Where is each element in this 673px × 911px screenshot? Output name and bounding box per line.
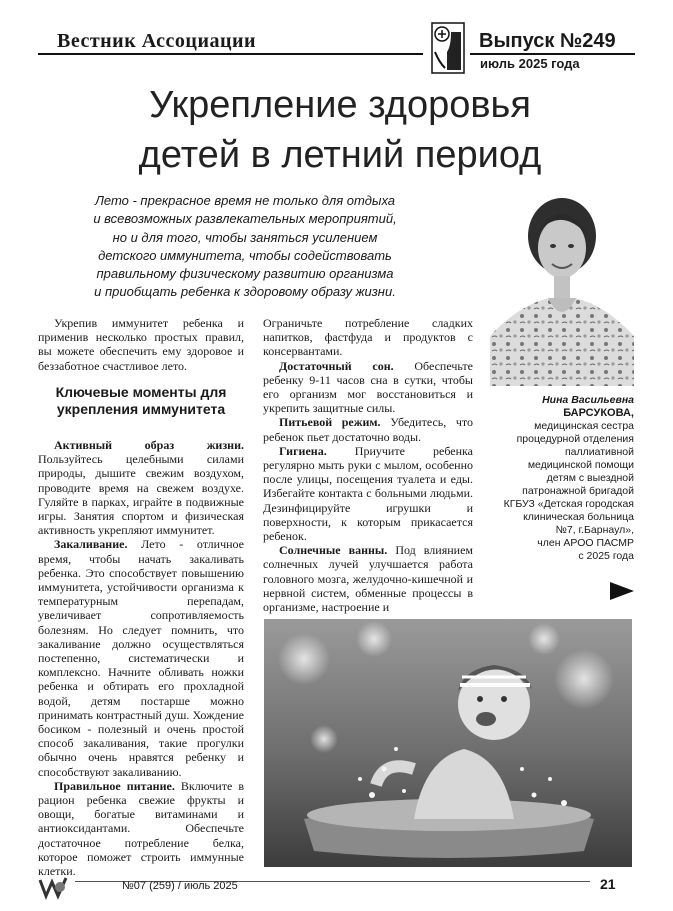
article-title [40,80,640,180]
paragraph-activity [38,438,244,537]
author-role-line: медицинской помощи [527,459,634,471]
author-role-line: №7, г.Барнаул», [555,524,634,536]
paragraph-hardening [38,537,244,778]
nutrition-heading: Правильное питание. [54,778,175,793]
author-info [478,394,634,563]
drink-text: Убедитесь, что ребенок пьет достаточно воды. [263,415,474,444]
author-role-line: с 2025 года [578,550,634,562]
lead-line: детского иммунитета, чтобы содействовать [98,247,392,263]
author-first-names: Нина Васильевна [542,394,634,406]
author-role-line: патронажной бригадой [522,485,634,497]
author-role-line: паллиативной [564,446,634,458]
hygiene-heading: Гигиена. [279,443,327,458]
author-role-line: детям с выездной [546,472,634,484]
arrow-right-icon [610,582,634,600]
author-role-line: клиническая больница [523,511,634,523]
lead-line: Лето - прекрасное время не только для отдыха [94,193,396,208]
hardening-text: Лето - отличное время, чтобы начать закаливать ребенка. Это способствует повышению иммунитета, устойчивости организма к температурным перепадам, увеличивает сопротивляемость болезням. Но следует помнить, что закаливание должно осуществляться постепенно, систематически и комплексно. Начните обливать ножки ребенка и обтирать его прохладной водой, детям постарше можно принимать контрастный душ. Хождение босиком - полезный и очень простой способ закаливания, такие прогулки обычно очень нравятся ребенку и способствуют закаливанию. [38,537,245,779]
article-lead [40,192,450,302]
intro-paragraph [38,316,244,373]
lead-line: и приобщать ребенка к здоровому образу жизни. [94,284,396,300]
activity-heading: Активный образ жизни. [54,438,244,452]
middle-column [263,316,474,615]
activity-text: Пользуйтесь целебными силами природы, дышите свежим воздухом, проводите время на свежем воздухе. Гуляйте в парках, играйте в подвижные игры. Занятия спортом и физическая активность укрепляют иммунитет. [38,452,244,538]
article-title-line-1: Укрепление здоровья [149,84,531,126]
header-rule-left [38,53,423,55]
article-title-line-2: детей в летний период [138,134,542,176]
drink-heading: Питьевой режим. [279,415,381,430]
footer-issue-info: №07 (259) / июль 2025 [122,880,238,892]
footer-logo-icon [38,876,70,898]
author-portrait [490,186,634,386]
sleep-heading: Достаточный сон. [279,358,394,373]
page-number: 21 [600,876,616,892]
sleep-text: Обеспечьте ребенку 9-11 часов сна в сутки, чтобы его организм мог восстановиться и укрепить защитные силы. [263,358,473,416]
author-role-line: КГБУЗ «Детская городская [503,498,634,510]
paragraph-drink [263,415,473,443]
nutrition-continued: Ограничьте потребление сладких напитков, фастфуда и продуктов с консервантами. [263,316,473,359]
author-roles [478,420,634,563]
intro-text: Укрепив иммунитет ребенка и применив несколько простых правил, вы можете обеспечить ему здоровое и беззаботное счастливое лето. [38,316,244,373]
issue-date: июль 2025 года [480,56,580,71]
author-role-line: медицинская сестра [534,420,634,432]
hygiene-text: Приучите ребенка регулярно мыть руки с мылом, особенно после улицы, посещения туалета и еды. Избегайте контакта с больными людьми. Дезинфицируйте игрушки и поверхности, к которым прикасается ребенок. [263,443,473,544]
author-role-line: член АРОО ПАСМР [537,537,634,549]
author-role-line: процедурной отделения [516,433,634,445]
left-column [38,438,245,879]
header-rule-right [470,53,635,55]
paragraph-hygiene [263,444,473,543]
author-surname: БАРСУКОВА, [563,407,634,419]
issue-number: Выпуск №249 [479,30,616,52]
association-logo-icon [431,22,465,74]
lead-line: правильному физическому развитию организма [96,266,394,282]
paragraph-sleep [263,359,473,416]
publication-name: Вестник Ассоциации [57,30,257,52]
lead-line: и всевозможных развлекательных мероприятий, [93,211,397,227]
article-photo [264,619,632,867]
subheading: Ключевые моменты для укрепления иммунитета [55,384,227,417]
sun-text: Под влиянием солнечных лучей улучшается работа головного мозга, желудочно-кишечной и нервной систем, обменные процессы в организме, настроение и [263,543,473,615]
nutrition-text: Включите в рацион ребенка свежие фрукты и овощи, богатые витаминами и антиоксидантами. Обеспечьте достаточное потребление белка, которое поможет строить иммунные клетки. [38,778,245,879]
paragraph-sun [263,543,473,614]
lead-line: но и для того, чтобы заняться усилением [112,229,378,245]
sun-heading: Солнечные ванны. [279,543,388,558]
hardening-heading: Закаливание. [54,537,128,552]
paragraph-nutrition [38,779,244,878]
